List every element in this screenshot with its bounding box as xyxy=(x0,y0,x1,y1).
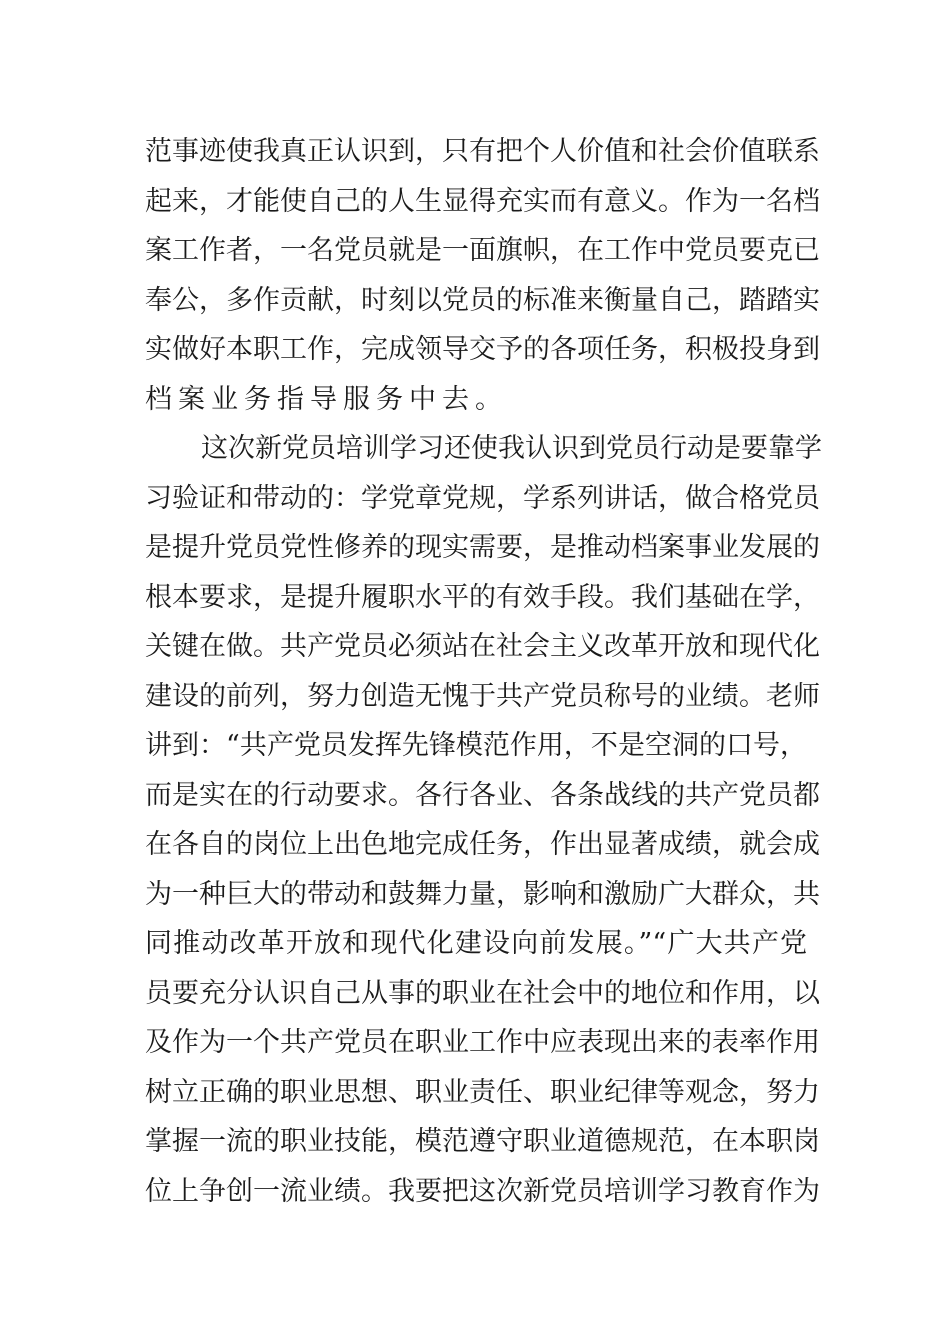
text-line: 实做好本职工作，完成领导交予的各项任务，积极投身到 xyxy=(145,334,820,365)
text-line: 案工作者，一名党员就是一面旗帜，在工作中党员要克已 xyxy=(145,235,820,266)
text-line: 树立正确的职业思想、职业责任、职业纪律等观念，努力 xyxy=(145,1076,820,1108)
text-line: 在各自的岗位上出色地完成任务，作出显著成绩，就会成 xyxy=(145,829,820,860)
text-line: 奉公，多作贡献，时刻以党员的标准来衡量自己，踏踏实 xyxy=(145,284,820,316)
text-line: 讲到：“共产党员发挥先锋模范作用，不是空洞的口号， xyxy=(145,730,807,761)
paragraph-2 xyxy=(145,424,822,1216)
text-line: 同推动改革开放和现代化建设向前发展。”“广大共产党 xyxy=(145,928,807,959)
text-line: 这次新党员培训学习还使我认识到党员行动是要靠学 xyxy=(201,433,822,464)
text-line: 习验证和带动的：学党章党规，学系列讲话，做合格党员 xyxy=(145,482,820,514)
text-line: 起来，才能使自己的人生显得充实而有意义。作为一名档 xyxy=(145,185,820,217)
document-body xyxy=(145,127,822,1216)
text-line: 关键在做。共产党员必须站在社会主义改革开放和现代化 xyxy=(145,631,820,662)
text-line: 位上争创一流业绩。我要把这次新党员培训学习教育作为 xyxy=(145,1175,820,1207)
text-line: 档案业务指导服务中去。 xyxy=(145,383,508,415)
text-line: 是提升党员党性修养的现实需要，是推动档案事业发展的 xyxy=(145,532,820,563)
text-line: 范事迹使我真正认识到，只有把个人价值和社会价值联系 xyxy=(145,136,820,167)
text-line: 而是实在的行动要求。各行各业、各条战线的共产党员都 xyxy=(145,779,820,811)
paragraph-1 xyxy=(145,127,820,424)
text-line: 建设的前列，努力创造无愧于共产党员称号的业绩。老师 xyxy=(145,680,820,712)
text-line: 掌握一流的职业技能，模范遵守职业道德规范，在本职岗 xyxy=(145,1126,820,1157)
text-line: 为一种巨大的带动和鼓舞力量，影响和激励广大群众，共 xyxy=(145,878,820,910)
text-line: 及作为一个共产党员在职业工作中应表现出来的表率作用 xyxy=(145,1027,820,1058)
text-line: 根本要求，是提升履职水平的有效手段。我们基础在学， xyxy=(145,581,820,613)
text-line: 员要充分认识自己从事的职业在社会中的地位和作用，以 xyxy=(145,977,820,1009)
